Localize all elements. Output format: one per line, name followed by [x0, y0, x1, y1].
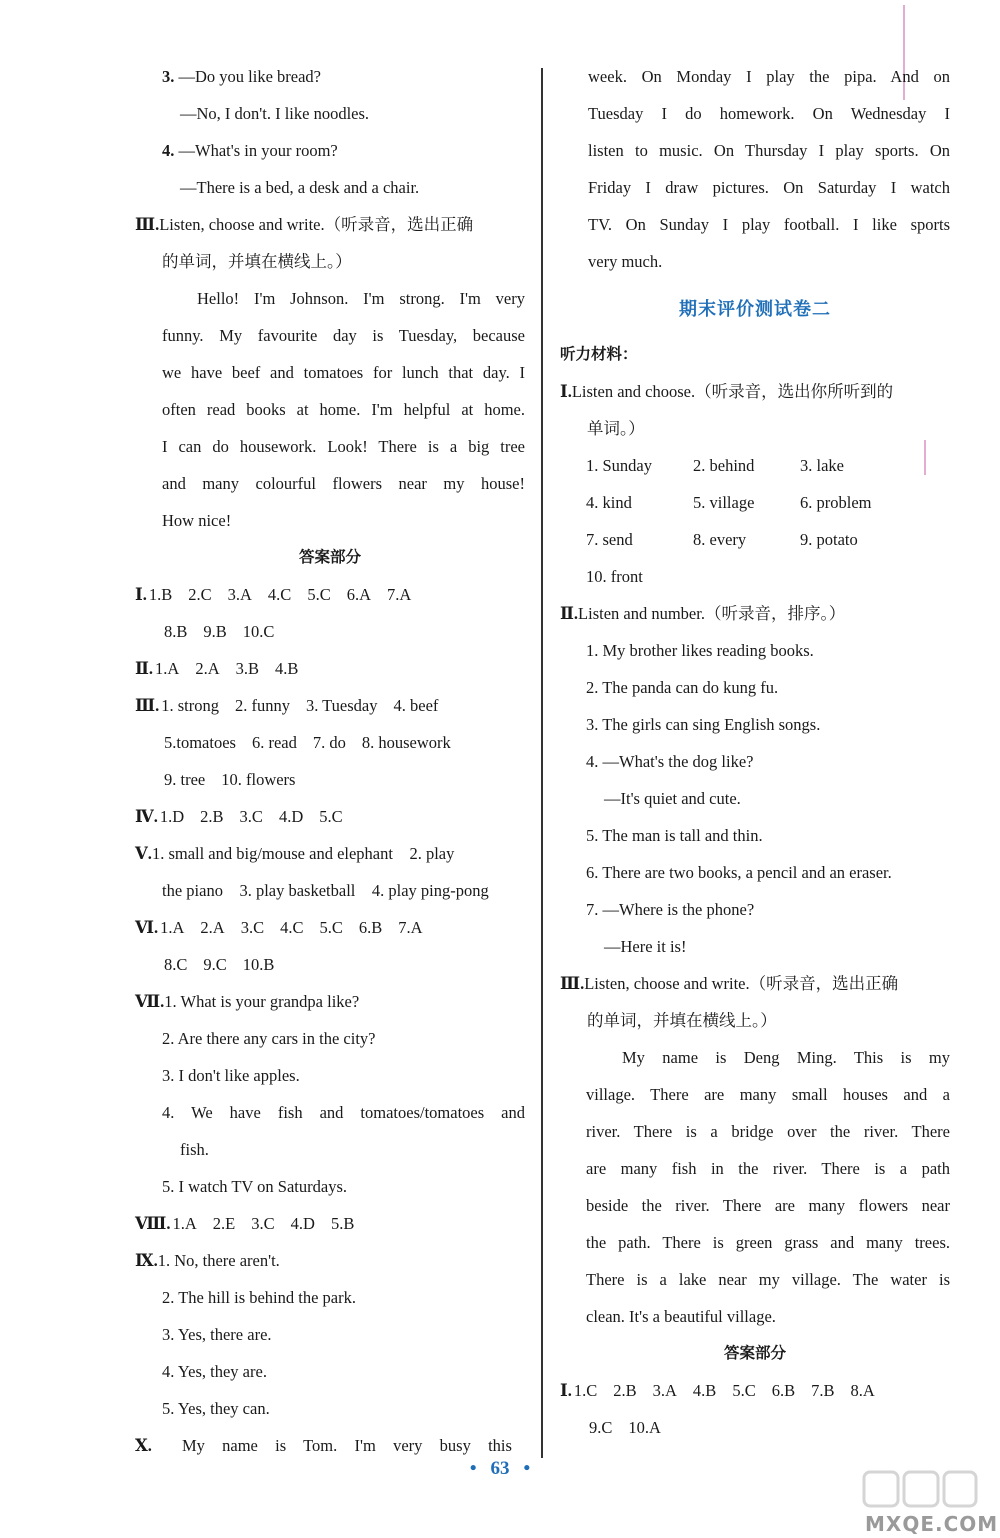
word-row: [560, 447, 950, 484]
word-item: 7. send: [586, 530, 633, 549]
answer-item: 4.C: [280, 918, 304, 937]
answer-item: 2.A: [195, 659, 220, 678]
passage-continued: [560, 58, 950, 280]
sentence-line: 4. —What's the dog like?: [586, 752, 754, 771]
answer-item: 1.D: [159, 807, 185, 826]
answer-item: 1. strong: [161, 696, 219, 715]
passage-line: beside the river. There are many flowers near: [586, 1196, 950, 1215]
passage-line: clean. It's a beautiful village.: [586, 1307, 776, 1326]
answer-item: 10.A: [628, 1418, 661, 1437]
answer-item: 2. funny: [234, 696, 290, 715]
answer-row: Ⅵ. 1.A 2.A 3.C 4.C 5.C 6.B 7.A: [135, 909, 525, 946]
answer-row: the piano 3. play basketball 4. play ping-pong: [162, 881, 489, 900]
answer-row: Ⅰ. 1.B 2.C 3.A 4.C 5.C 6.A 7.A: [135, 576, 525, 613]
answer-item: 5.C: [732, 1381, 756, 1400]
word-item: 10. front: [586, 567, 643, 586]
page-number: • 63 •: [469, 1458, 531, 1479]
answer-row: Ⅰ. 1.C 2.B 3.A 4.B 5.C 6.B 7.B 8.A: [560, 1372, 950, 1409]
answer-item: 2.B: [613, 1381, 637, 1400]
passage-line: funny. My favourite day is Tuesday, because: [162, 326, 525, 345]
answer-row: Ⅸ.1. No, there aren't.: [135, 1251, 280, 1270]
word-row: [560, 558, 950, 595]
answer-item: 4.B: [692, 1381, 717, 1400]
section-heading-cont: 的单词，并填在横线上。）: [587, 1011, 777, 1030]
dialog-line: 3. —Do you like bread?: [162, 67, 321, 86]
answer-item: 3.C: [239, 807, 263, 826]
answer-row: [135, 761, 525, 798]
passage-line: Hello! I'm Johnson. I'm strong. I'm very: [197, 289, 525, 308]
answer-item: 1.B: [148, 585, 173, 604]
sentence-list: [560, 632, 950, 965]
answer-item: 10. flowers: [221, 770, 296, 789]
word-item: 4. kind: [586, 493, 632, 512]
sentence-line: 5. The man is tall and thin.: [586, 826, 763, 845]
passage-line: the path. There is green grass and many trees.: [586, 1233, 950, 1252]
listening-header: 听力材料：: [560, 345, 638, 363]
answer-item: 3.C: [251, 1214, 275, 1233]
answer-row: 3. Yes, there are.: [162, 1325, 272, 1344]
answer-row: 5. I watch TV on Saturdays.: [162, 1177, 347, 1196]
sentence-line: 6. There are two books, a pencil and an eraser.: [586, 863, 892, 882]
answer-item: 5.C: [319, 807, 343, 826]
word-item: 6. problem: [800, 493, 872, 512]
answer-row: 5. Yes, they can.: [162, 1399, 270, 1418]
answer-item: 4.D: [290, 1214, 315, 1233]
answer-row: Ⅹ. My name is Tom. I'm very busy this: [135, 1436, 512, 1455]
passage-line: TV. On Sunday I play football. I like sports: [588, 215, 950, 234]
section-heading: Ⅲ.Listen, choose and write.（听录音，选出正确: [135, 215, 474, 234]
passage-line: I can do housework. Look! There is a big tree: [162, 437, 525, 456]
answer-row: fish.: [180, 1140, 209, 1159]
answer-item: 7.B: [811, 1381, 835, 1400]
passage-line: There is a lake near my village. The water is: [586, 1270, 950, 1289]
answer-row: Ⅱ. 1.A 2.A 3.B 4.B: [135, 650, 525, 687]
word-row: [560, 484, 950, 521]
answer-row: Ⅳ. 1.D 2.B 3.C 4.D 5.C: [135, 798, 525, 835]
answer-row: 4. We have fish and tomatoes/tomatoes and: [162, 1103, 525, 1122]
answer-row: Ⅶ.1. What is your grandpa like?: [135, 992, 360, 1011]
answer-item: 1.A: [172, 1214, 197, 1233]
answer-item: 9. tree: [164, 770, 206, 789]
passage-line: My name is Deng Ming. This is my: [622, 1048, 950, 1067]
answer-item: 5.C: [307, 585, 331, 604]
passage-line: we have beef and tomatoes for lunch that day. I: [162, 363, 525, 382]
answer-item: 8.B: [164, 622, 188, 641]
section-heading-cont: 的单词，并填在横线上。）: [162, 252, 352, 271]
answer-item: 10.C: [242, 622, 275, 641]
passage-line: river. There is a bridge over the river. There: [586, 1122, 950, 1141]
answer-item: 5.tomatoes: [164, 733, 236, 752]
answer-item: 3.A: [227, 585, 252, 604]
passage-line: are many fish in the river. There is a path: [586, 1159, 950, 1178]
answer-item: 6.B: [358, 918, 383, 937]
answer-item: 6.A: [346, 585, 371, 604]
sentence-line: 3. The girls can sing English songs.: [586, 715, 821, 734]
answer-item: 8. housework: [361, 733, 451, 752]
sentence-line: 2. The panda can do kung fu.: [586, 678, 779, 697]
answer-item: 4.B: [275, 659, 299, 678]
answer-item: 9.C: [203, 955, 227, 974]
answer-row: 4. Yes, they are.: [162, 1362, 267, 1381]
answer-item: 1.A: [155, 659, 180, 678]
word-item: 8. every: [693, 530, 747, 549]
answer-item: 3.C: [240, 918, 265, 937]
passage-line: Friday I draw pictures. On Saturday I watch: [588, 178, 950, 197]
answer-item: 4.C: [267, 585, 292, 604]
dialog-line: 4. —What's in your room?: [162, 141, 338, 160]
answer-row: 2. Are there any cars in the city?: [162, 1029, 376, 1048]
answer-item: 4. beef: [393, 696, 439, 715]
answer-row: [135, 724, 525, 761]
word-list: [560, 447, 950, 595]
word-item: 1. Sunday: [586, 456, 652, 475]
watermark-text: MXQE.COM: [865, 1512, 999, 1536]
right-column: [560, 58, 950, 1446]
answer-item: 3.A: [652, 1381, 677, 1400]
answer-row: Ⅷ. 1.A 2.E 3.C 4.D 5.B: [135, 1205, 525, 1242]
answer-row: Ⅴ.1. small and big/mouse and elephant 2. play: [135, 844, 455, 863]
answer-item: 5.C: [319, 918, 343, 937]
answer-item: 5.B: [330, 1214, 355, 1233]
answer-row: Ⅲ. 1. strong 2. funny 3. Tuesday 4. beef: [135, 687, 525, 724]
answer-item: 4.D: [278, 807, 304, 826]
passage-line: listen to music. On Thursday I play sports. On: [588, 141, 950, 160]
word-item: 9. potato: [800, 530, 858, 549]
sentence-line: —Here it is!: [604, 937, 687, 956]
passage-line: often read books at home. I'm helpful at home.: [162, 400, 525, 419]
passage-line: Tuesday I do homework. On Wednesday I: [588, 104, 950, 123]
answer-row: 2. The hill is behind the park.: [162, 1288, 356, 1307]
sentence-line: —It's quiet and cute.: [604, 789, 741, 808]
left-column: [135, 58, 525, 1464]
dialog-line: —No, I don't. I like noodles.: [180, 104, 370, 123]
sentence-line: 7. —Where is the phone?: [586, 900, 755, 919]
answer-item: 7.A: [398, 918, 423, 937]
passage-line: week. On Monday I play the pipa. And on: [588, 67, 950, 86]
answer-item: 2.E: [212, 1214, 236, 1233]
answer-item: 3. Tuesday: [305, 696, 378, 715]
passage-line: and many colourful flowers near my house!: [162, 474, 525, 493]
answer-item: 1.A: [160, 918, 185, 937]
answer-item: 6. read: [251, 733, 297, 752]
passage: [135, 280, 525, 539]
answer-row: [560, 1409, 950, 1446]
answer-item: 9.C: [589, 1418, 613, 1437]
answer-row: [135, 613, 525, 650]
answer-item: 8.C: [164, 955, 188, 974]
section-heading: Ⅰ.Listen and choose.（听录音，选出你所听到的: [560, 382, 894, 401]
answer-item: 2.A: [200, 918, 225, 937]
answer-item: 3.B: [235, 659, 260, 678]
answer-row: [135, 946, 525, 983]
passage-line: How nice!: [162, 511, 232, 530]
passage-line: village. There are many small houses and a: [586, 1085, 950, 1104]
answer-item: 9.B: [203, 622, 227, 641]
answer-item: 2.B: [200, 807, 224, 826]
word-item: 3. lake: [800, 456, 844, 475]
section-heading-cont: 单词。）: [587, 419, 645, 438]
answer-item: 1.C: [573, 1381, 598, 1400]
answer-item: 10.B: [242, 955, 275, 974]
word-item: 2. behind: [693, 456, 755, 475]
answer-item: 7.A: [387, 585, 412, 604]
answer-item: 6.B: [771, 1381, 796, 1400]
answers-title: 答案部分: [298, 548, 361, 566]
passage: [560, 1039, 950, 1335]
word-item: 5. village: [693, 493, 755, 512]
answers-title: 答案部分: [723, 1344, 786, 1362]
passage-line: very much.: [588, 252, 663, 271]
sentence-line: 1. My brother likes reading books.: [586, 641, 814, 660]
section-heading: Ⅲ.Listen, choose and write.（听录音，选出正确: [560, 974, 899, 993]
test-title: 期末评价测试卷二: [679, 299, 831, 320]
dialog-line: —There is a bed, a desk and a chair.: [180, 178, 420, 197]
answer-item: 2.C: [188, 585, 212, 604]
answer-item: 7. do: [312, 733, 346, 752]
column-divider: [541, 68, 543, 1458]
word-row: [560, 521, 950, 558]
answer-item: 8.A: [850, 1381, 875, 1400]
section-heading: Ⅱ.Listen and number.（听录音，排序。）: [560, 604, 846, 623]
answer-row: 3. I don't like apples.: [162, 1066, 300, 1085]
